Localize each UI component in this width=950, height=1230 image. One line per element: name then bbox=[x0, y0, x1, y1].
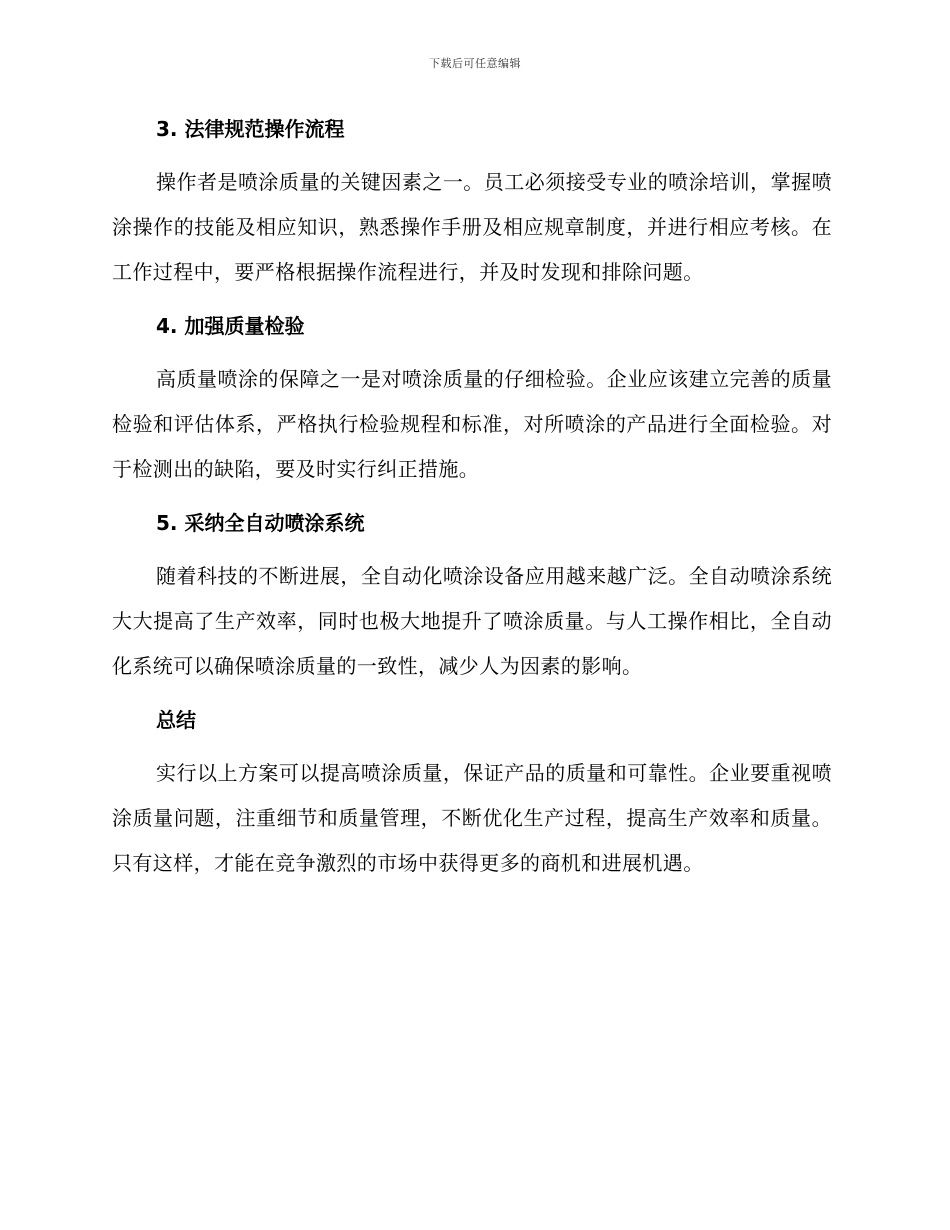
section-heading: 4. 加强质量检验 bbox=[156, 314, 305, 338]
section-heading: 总结 bbox=[156, 708, 196, 732]
section-paragraph: 随着科技的不断进展，全自动化喷涂设备应用越来越广泛。全自动喷涂系统大大提高了生产效率，同时也极大地提升了喷涂质量。与人工操作相比，全自动化系统可以确保喷涂质量的一致性，减少人为因素的影响。 bbox=[112, 564, 832, 678]
section-quality-inspection bbox=[112, 309, 832, 492]
section-automatic-system bbox=[112, 506, 832, 689]
section-summary bbox=[112, 703, 832, 886]
section-paragraph: 实行以上方案可以提高喷涂质量，保证产品的质量和可靠性。企业要重视喷涂质量问题，注重细节和质量管理，不断优化生产过程，提高生产效率和质量。只有这样，才能在竞争激烈的市场中获得更多的商机和进展机遇。 bbox=[112, 761, 832, 875]
document-body bbox=[112, 112, 832, 900]
section-operation-process bbox=[112, 112, 832, 295]
section-paragraph: 操作者是喷涂质量的关键因素之一。员工必须接受专业的喷涂培训，掌握喷涂操作的技能及相应知识，熟悉操作手册及相应规章制度，并进行相应考核。在工作过程中，要严格根据操作流程进行，并及时发现和排除问题。 bbox=[112, 170, 832, 284]
section-paragraph: 高质量喷涂的保障之一是对喷涂质量的仔细检验。企业应该建立完善的质量检验和评估体系，严格执行检验规程和标准，对所喷涂的产品进行全面检验。对于检测出的缺陷，要及时实行纠正措施。 bbox=[112, 367, 832, 481]
edit-notice-header: 下载后可任意编辑 bbox=[429, 57, 521, 70]
section-heading: 3. 法律规范操作流程 bbox=[156, 117, 345, 141]
section-heading: 5. 采纳全自动喷涂系统 bbox=[156, 511, 365, 535]
